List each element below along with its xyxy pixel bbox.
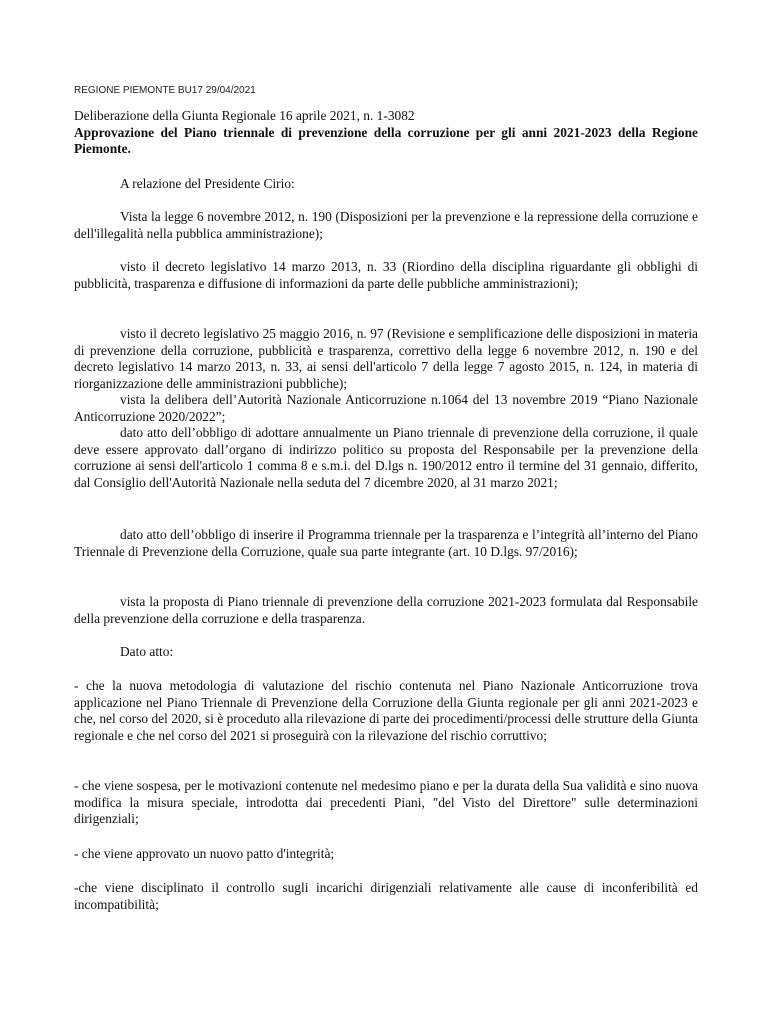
bullet-item-1 bbox=[74, 678, 698, 744]
intro-paragraph bbox=[74, 176, 698, 193]
bullet-1-text: - che la nuova metodologia di valutazione del rischio contenuta nel Piano Nazionale Anticorruzione trova applicazione nel Piano Triennale di Prevenzione della Corruzione della Giunta regionale per gli anni 2021-2023 e che, nel corso del 2020, si è proceduto alla rilevazione di parte dei procedimenti/processi delle strutture della Giunta regionale e che nel corso del 2021 si proseguirà con la rilevazione del rischio corruttivo; bbox=[74, 678, 698, 743]
vista-legge-text: Vista la legge 6 novembre 2012, n. 190 (Disposizioni per la prevenzione e la repressione della corruzione e dell'illegalità nella pubblica amministrazione); bbox=[74, 209, 698, 241]
bullet-3-text: - che viene approvato un nuovo patto d'integrità; bbox=[74, 846, 335, 861]
document-title: Approvazione del Piano triennale di prevenzione della corruzione per gli anni 2021-2023 della Regione Piemonte. bbox=[74, 124, 698, 156]
intro-text: A relazione del Presidente Cirio: bbox=[120, 176, 295, 191]
dato-atto-heading-text: Dato atto: bbox=[120, 644, 174, 659]
bullet-4-text: -che viene disciplinato il controllo sugli incarichi dirigenziali relativamente alle cause di inconferibilità ed incompatibilità; bbox=[74, 880, 698, 912]
paragraph-visto-dlgs-33 bbox=[74, 259, 698, 292]
paragraph-vista-proposta bbox=[74, 594, 698, 627]
bullet-item-4 bbox=[74, 880, 698, 913]
bullet-2-text: - che viene sospesa, per le motivazioni contenute nel medesimo piano e per la durata della Sua validità e sino nuova modifica la misura speciale, introdotta dai precedenti Piani, "del Visto del Direttore" sulle determinazioni dirigenziali; bbox=[74, 778, 698, 826]
paragraph-dato-atto-heading bbox=[74, 644, 698, 661]
visto-dlgs-33-text: visto il decreto legislativo 14 marzo 2013, n. 33 (Riordino della disciplina riguardante gli obblighi di pubblicità, trasparenza e diffusione di informazioni da parte delle pubbliche amministrazioni); bbox=[74, 259, 698, 291]
paragraph-block-references bbox=[74, 326, 698, 491]
paragraph-vista-legge bbox=[74, 209, 698, 242]
dato-atto-obbligo-piano-text: dato atto dell’obbligo di adottare annualmente un Piano triennale di prevenzione della corruzione, il quale deve essere approvato dall’organo di indirizzo politico su proposta del Responsabile per la prevenzione della corruzione ai sensi dell'articolo 1 comma 8 e s.m.i. del D.lgs n. 190/2012 entro il termine del 31 gennaio, differito, dal Consiglio dell'Autorità Nazionale nella seduta del 7 dicembre 2020, al 31 marzo 2021; bbox=[74, 425, 698, 490]
bulletin-header: REGIONE PIEMONTE BU17 29/04/2021 bbox=[74, 85, 256, 96]
vista-proposta-text: vista la proposta di Piano triennale di prevenzione della corruzione 2021-2023 formulata dal Responsabile della prevenzione della corruzione e della trasparenza. bbox=[74, 594, 698, 626]
paragraph-dato-atto-programma bbox=[74, 527, 698, 560]
bullet-item-2 bbox=[74, 778, 698, 828]
deliberation-heading bbox=[74, 108, 698, 158]
bullet-item-3 bbox=[74, 846, 698, 863]
visto-dlgs-97-text: visto il decreto legislativo 25 maggio 2016, n. 97 (Revisione e semplificazione delle disposizioni in materia di prevenzione della corruzione, pubblicità e trasparenza, correttivo della legge 6 novembre 2012, n. 190 e del decreto legislativo 14 marzo 2013, n. 33, ai sensi dell'articolo 7 della legge 7 agosto 2015, n. 124, in materia di riorganizzazione delle amministrazioni pubbliche); bbox=[74, 326, 698, 391]
deliberation-line: Deliberazione della Giunta Regionale 16 aprile 2021, n. 1-3082 bbox=[74, 108, 415, 123]
vista-delibera-text: vista la delibera dell’Autorità Nazionale Anticorruzione n.1064 del 13 novembre 2019 “Piano Nazionale Anticorruzione 2020/2022”; bbox=[74, 392, 698, 424]
dato-atto-programma-text: dato atto dell’obbligo di inserire il Programma triennale per la trasparenza e l’integrità all’interno del Piano Triennale di Prevenzione della Corruzione, quale sua parte integrante (art. 10 D.lgs. 97/2016); bbox=[74, 527, 698, 559]
